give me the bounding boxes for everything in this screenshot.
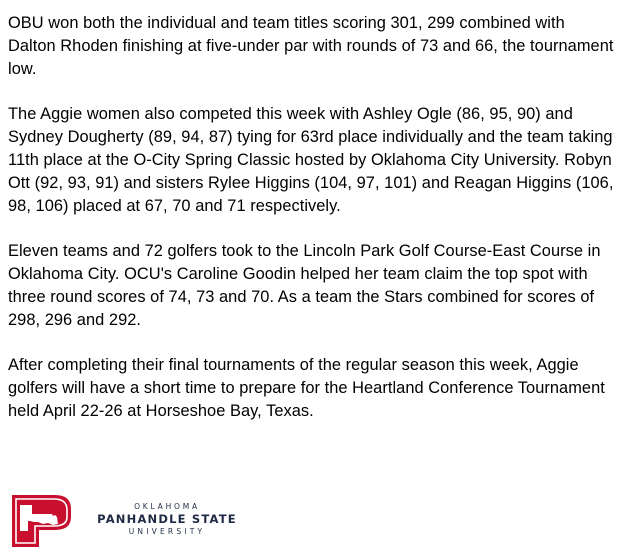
- article-paragraph-2: The Aggie women also competed this week with Ashley Ogle (86, 95, 90) and Sydney Dougherty (89, 94, 87) tying for 63rd place individually and the team taking 11th place at the O-City Spring Classic hosted by Oklahoma City University. Robyn Ott (92, 93, 91) and sisters Rylee Higgins (104, 97, 101) and Reagan Higgins (106, 98, 106) placed at 67, 70 and 71 respectively.: [8, 105, 614, 215]
- logo-line-university: UNIVERSITY: [128, 527, 206, 536]
- university-logo: [8, 494, 248, 548]
- logo-line-state: OKLAHOMA: [134, 502, 200, 511]
- article-paragraph-3: Eleven teams and 72 golfers took to the Lincoln Park Golf Course-East Course in Oklahoma City. OCU's Caroline Goodin helped her team claim the top spot with three round scores of 74, 73 and 70. As a team the Stars combined for scores of 298, 296 and 292.: [8, 242, 601, 329]
- article-paragraph-4: After completing their final tournaments of the regular season this week, Aggie golfers will have a short time to prepare for the Heartland Conference Tournament held April 22-26 at Horseshoe Bay, Texas.: [8, 356, 605, 420]
- article-paragraph-1: OBU won both the individual and team titles scoring 301, 299 combined with Dalton Rhoden finishing at five-under par with rounds of 73 and 66, the tournament low.: [8, 14, 614, 78]
- article-body: [8, 12, 614, 445]
- p-monogram-icon: [8, 494, 74, 548]
- logo-wordmark: [86, 502, 248, 537]
- logo-line-name: PANHANDLE STATE: [97, 512, 237, 526]
